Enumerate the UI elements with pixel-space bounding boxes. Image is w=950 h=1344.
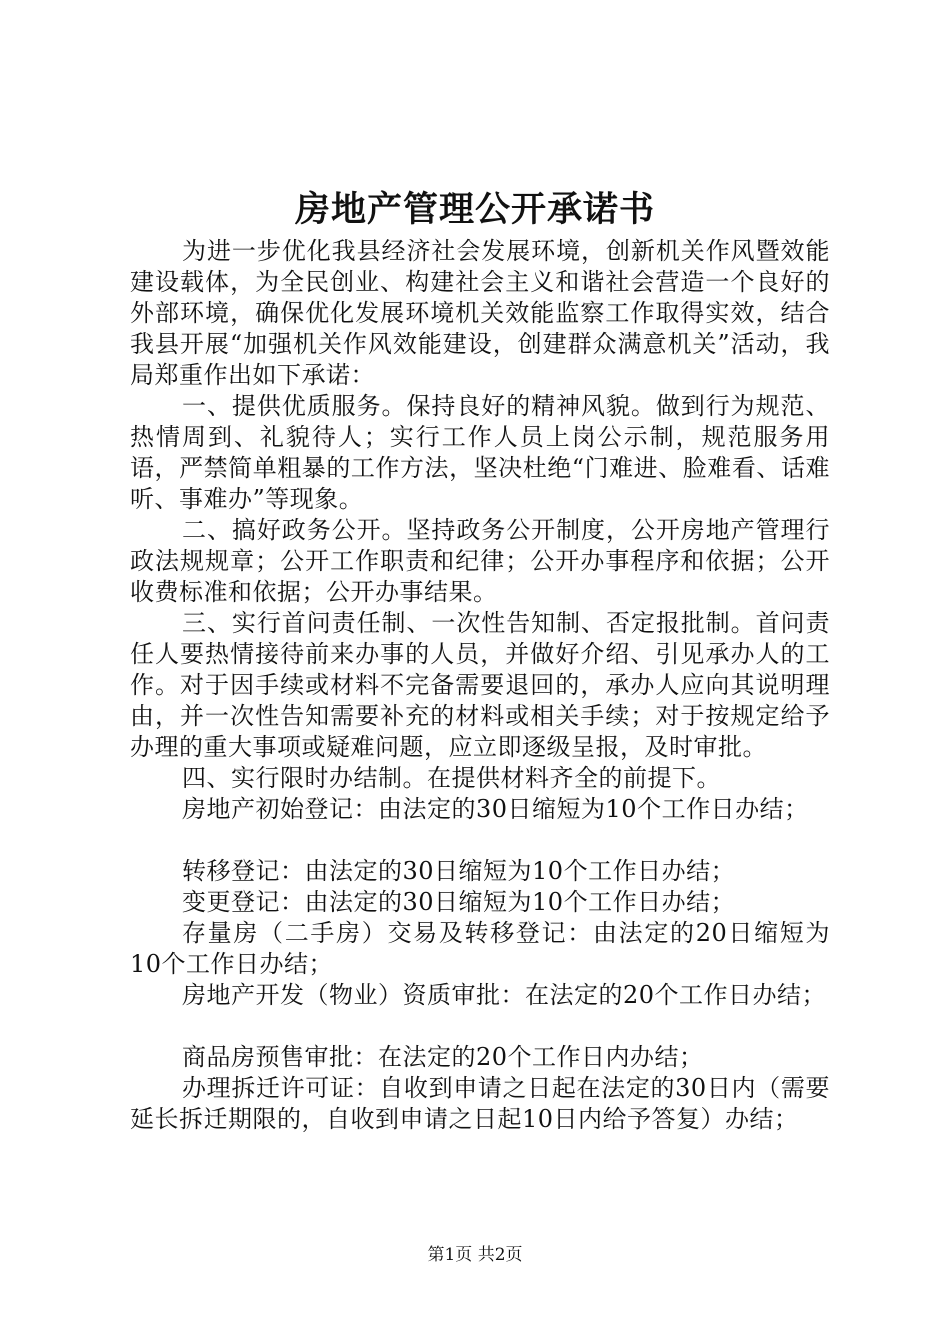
commitment-time-limit-paragraph: 四、实行限时办结制。在提供材料齐全的前提下。 xyxy=(182,764,721,792)
initial-registration-item: 房地产初始登记：由法定的30日缩短为10个工作日办结； xyxy=(182,795,809,823)
presale-approval-item: 商品房预售审批：在法定的20个工作日内办结； xyxy=(182,1043,704,1071)
second-hand-transaction-item: 存量房（二手房）交易及转移登记：由法定的20日缩短为10个工作日办结； xyxy=(130,919,830,978)
document-body xyxy=(130,236,830,1135)
commitment-service-paragraph: 一、提供优质服务。保持良好的精神风貌。做到行为规范、热情周到、礼貌待人；实行工作人员上岗公示制，规范服务用语，严禁简单粗暴的工作方法，坚决杜绝“门难进、脸难看、话难听、事难办”等现象。 xyxy=(130,392,830,513)
transfer-registration-item: 转移登记：由法定的30日缩短为10个工作日办结； xyxy=(182,857,736,885)
demolition-permit-item: 办理拆迁许可证：自收到申请之日起在法定的30日内（需要延长拆迁期限的，自收到申请之日起10日内给予答复）办结； xyxy=(130,1074,830,1133)
intro-paragraph: 为进一步优化我县经济社会发展环境，创新机关作风暨效能建设载体，为全民创业、构建社会主义和谐社会营造一个良好的外部环境，确保优化发展环境机关效能监察工作取得实效，结合我县开展“加强机关作风效能建设，创建群众满意机关”活动，我局郑重作出如下承诺： xyxy=(130,237,830,389)
document-title: 房地产管理公开承诺书 xyxy=(294,189,655,230)
development-qualification-item: 房地产开发（物业）资质审批：在法定的20个工作日办结； xyxy=(182,981,827,1009)
commitment-disclosure-paragraph: 二、搞好政务公开。坚持政务公开制度，公开房地产管理行政法规规章；公开工作职责和纪律；公开办事程序和依据；公开收费标准和依据；公开办事结果。 xyxy=(130,516,830,606)
page-number-footer: 第1页 共2页 xyxy=(427,1245,523,1265)
commitment-first-inquiry-paragraph: 三、实行首问责任制、一次性告知制、否定报批制。首问责任人要热情接待前来办事的人员，并做好介绍、引见承办人的工作。对于因手续或材料不完备需要退回的，承办人应向其说明理由，并一次性告知需要补充的材料或相关手续；对于按规定给予办理的重大事项或疑难问题，应立即逐级呈报，及时审批。 xyxy=(130,609,830,761)
change-registration-item: 变更登记：由法定的30日缩短为10个工作日办结； xyxy=(182,888,736,916)
